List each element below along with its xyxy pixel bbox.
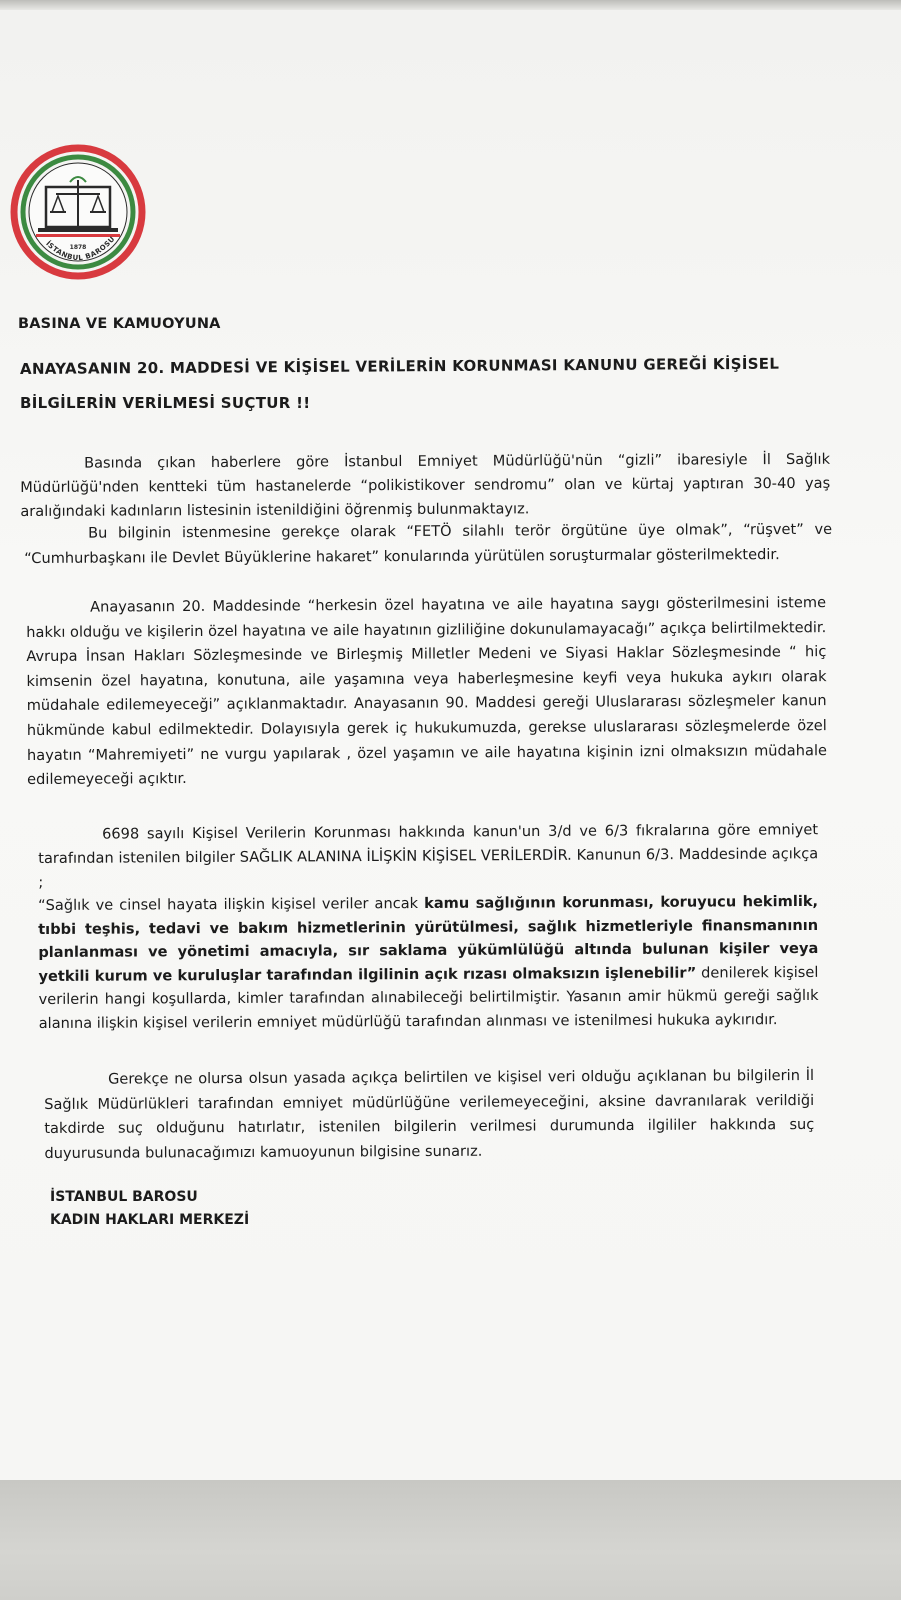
page-bottom-surface <box>0 1480 901 1600</box>
paragraph-4: 6698 sayılı Kişisel Verilerin Korunması hakkında kanun'un 3/d ve 6/3 fıkralarına göre emniyet tarafından istenilen bilgiler SAĞLIK ALANINA İLİŞKİN KİŞİSEL VERİLERDİR. Kanunun 6/3. Maddesinde açıkça ; <box>38 821 819 891</box>
law-quote-end: denilerek kişisel verilerin hangi koşullarda, kimler tarafından alınabileceği belirtilmiştir. Yasanın amir hükmü gereği sağlık alanına ilişkin kişisel verilerin emniyet müdürlüğü tarafından alınması ve istenilmesi hukuka aykırıdır. <box>38 963 819 1032</box>
paragraph-5: Gerekçe ne olursa olsun yasada açıkça belirtilen ve kişisel veri olduğu açıklanan bu bilgilerin İl Sağlık Müdürlükleri tarafından emniyet müdürlüğüne verilemeyeceğini, aksine davranılarak verildiği takdirde suç olduğunu hatırlatır, istenilen bilgilerin verilmesi durumunda ilgililer hakkında suç duyurusunda bulunacağımızı kamuoyunun bilgisine sunarız. <box>44 1066 815 1162</box>
signature-department: KADIN HAKLARI MERKEZİ <box>50 1212 250 1228</box>
document-title-line-1: ANAYASANIN 20. MADDESİ VE KİŞİSEL VERİLERİN KORUNMASI KANUNU GEREĞİ KİŞİSEL <box>19 354 780 378</box>
svg-text:İSTANBUL BAROSU: İSTANBUL BAROSU <box>44 234 117 263</box>
paragraph-3: Anayasanın 20. Maddesinde “herkesin özel hayatına ve aile hayatına saygı gösterilmesini isteme hakkı olduğu ve kişilerin özel hayatına ve aile hayatının gizliliğine dokunulamayacağı” açıkça belirtilmektedir. Avrupa İnsan Hakları Sözleşmesinde ve Birleşmiş Milletler Medeni ve Siyasi Haklar Sözleşmesinde “ hiç kimsenin özel hayatına, konutuna, aile yaşamına veya haberleşmesine keyfi veya hukuka aykırı olarak müdahale edilemeyeceği” açıklanmaktadır. Anayasanın 90. Maddesi gereği Uluslararası sözleşmeler kanun hükmünde kabul edilmektedir. Dolayısıyla gerek iç hukukumuzda, gerekse uluslararası sözleşmelerde özel hayatın “Mahremiyeti” ne vurgu yapılarak , özel yaşamın ve aile hayatına kişinin izni olmaksızın müdahale edilemeyeceği açıktır. <box>26 594 828 789</box>
law-quote-bold: kamu sağlığının korunması, koruyucu hekimlik, tıbbi teşhis, tedavi ve bakım hizmetlerinin yürütülmesi, sağlık hizmetleriyle finansmanının planlanması ve yönetimi amacıyla, sır saklama yükümlülüğü altında bulunan kişiler veya yetkili kurum ve kuruluşlar tarafından ilgilinin açık rızası olmaksızın işlenebilir” <box>38 892 819 985</box>
page-top-edge <box>0 0 901 10</box>
document-title-line-2: BİLGİLERİN VERİLMESİ SUÇTUR !! <box>20 394 311 412</box>
istanbul-barosu-logo <box>8 142 148 282</box>
svg-text:1878: 1878 <box>69 244 87 251</box>
paragraph-1: Basında çıkan haberlere göre İstanbul Emniyet Müdürlüğü'nün “gizli” ibaresiyle İl Sağlık Müdürlüğü'nden kentteki tüm hastanelerde “polikistikover sendromu” olan ve kürtaj yaptıran 30-40 yaş aralığındaki kadınların listesinin istenildiğini öğrenmiş bulunmaktayız. <box>20 450 831 520</box>
law-quote-paragraph <box>38 890 819 1036</box>
paragraph-2: Bu bilginin istenmesine gerekçe olarak “FETÖ silahlı terör örgütüne üye olmak”, “rüşvet” ve “Cumhurbaşkanı ile Devlet Büyüklerine hakaret” konularında yürütülen soruşturmalar gösterilmektedir. <box>24 520 833 567</box>
logo-emblem-icon <box>8 142 148 282</box>
law-quote-start: “Sağlık ve cinsel hayata ilişkin kişisel veriler ancak <box>38 894 425 914</box>
signature-organization: İSTANBUL BAROSU <box>50 1189 198 1205</box>
addressee-heading: BASINA VE KAMUOYUNA <box>18 316 221 332</box>
